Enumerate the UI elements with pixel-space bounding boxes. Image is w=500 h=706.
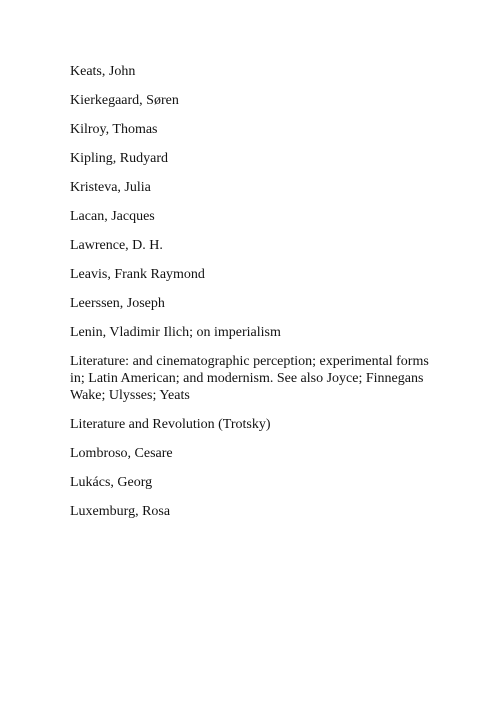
- index-entry: Literature: and cinematographic perception; experimental forms in; Latin American; and modernism. See also Joyce; Finnegans Wake; Ulysses; Yeats: [70, 354, 429, 403]
- index-entry: Literature and Revolution (Trotsky): [70, 417, 271, 432]
- index-entry: Lawrence, D. H.: [70, 238, 163, 253]
- index-entry: Keats, John: [70, 64, 136, 79]
- index-entry: Kilroy, Thomas: [70, 122, 158, 137]
- index-entry: Kierkegaard, Søren: [70, 93, 179, 108]
- index-entry: Lukács, Georg: [70, 475, 153, 490]
- index-entry: Kipling, Rudyard: [70, 151, 168, 166]
- index-list: [70, 63, 440, 532]
- index-entry: Lenin, Vladimir Ilich; on imperialism: [70, 325, 281, 340]
- index-entry: Luxemburg, Rosa: [70, 504, 171, 519]
- index-entry: Kristeva, Julia: [70, 180, 151, 195]
- index-entry: Lacan, Jacques: [70, 209, 155, 224]
- index-entry: Leavis, Frank Raymond: [70, 267, 205, 282]
- index-entry: Lombroso, Cesare: [70, 446, 173, 461]
- index-entry: Leerssen, Joseph: [70, 296, 165, 311]
